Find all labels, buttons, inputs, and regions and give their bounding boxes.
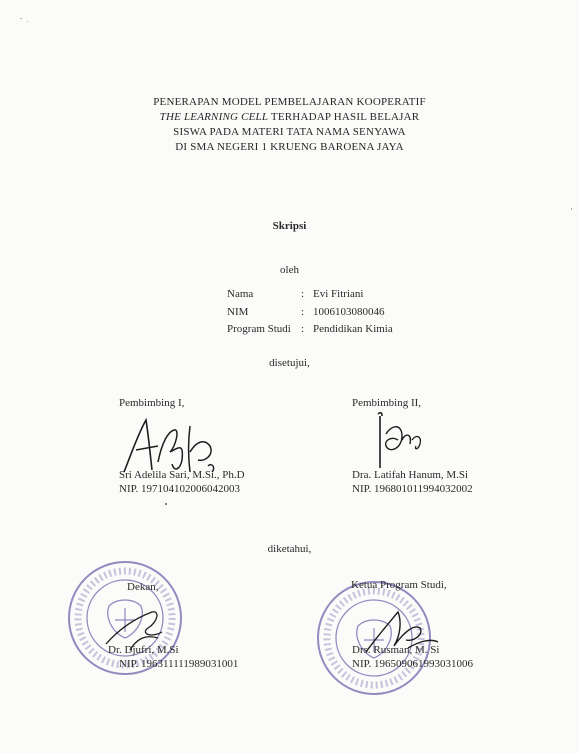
title-line-1: PENERAPAN MODEL PEMBELAJARAN KOOPERATIF [153,96,426,108]
head-of-program-role: Ketua Program Studi, [351,579,447,591]
title-line-2-rest: TERHADAP HASIL BELAJAR [268,111,420,123]
title-line-3: SISWA PADA MATERI TATA NAMA SENYAWA [173,126,406,138]
acknowledged-label: diketahui, [267,543,312,555]
advisor-2-nip: NIP. 196801011994032002 [352,483,473,495]
title-line-4: DI SMA NEGERI 1 KRUENG BAROENA JAYA [175,141,404,153]
advisor-1-nip: NIP. 197104102006042003 [119,483,241,495]
by-label: oleh [280,264,299,276]
advisor-2-signature [372,410,432,472]
head-of-program-nip: NIP. 196509061993031006 [352,658,474,670]
prodi-label: Program Studi [227,323,291,335]
nim-value: 1006103080046 [313,305,385,318]
name-separator: : [301,288,305,300]
scan-speck [165,503,167,505]
advisor-1-name: Sri Adelila Sari, M.Si., Ph.D [119,469,245,481]
dean-nip: NIP. 196311111989031001 [119,658,239,670]
scan-speck [20,18,22,19]
thesis-title [0,95,579,155]
scan-speck [571,208,572,210]
dean-role: Dekan, [127,581,159,593]
head-of-program-name: Drs. Rusman, M. Si [352,644,440,656]
advisor-2-name: Dra. Latifah Hanum, M.Si [352,469,469,481]
dean-name: Dr. Djufri, M.Si [108,644,179,656]
nim-separator: : [301,305,305,318]
document-type: Skripsi [272,220,307,232]
title-line-2-italic: THE LEARNING CELL [159,111,269,123]
name-value: Evi Fitriani [313,288,364,300]
advisor-1-role: Pembimbing I, [119,397,185,409]
advisor-2-role: Pembimbing II, [352,397,422,409]
student-info [227,286,393,339]
student-prodi-row [227,321,393,339]
name-label: Nama [227,288,254,300]
student-name-row [227,286,393,304]
nim-label: NIM [227,305,249,318]
prodi-value: Pendidikan Kimia [313,323,393,335]
title-line-2 [0,110,579,125]
approved-label: disetujui, [269,357,310,369]
prodi-separator: : [301,323,305,335]
student-nim-row [227,304,393,322]
scan-speck [27,21,28,22]
